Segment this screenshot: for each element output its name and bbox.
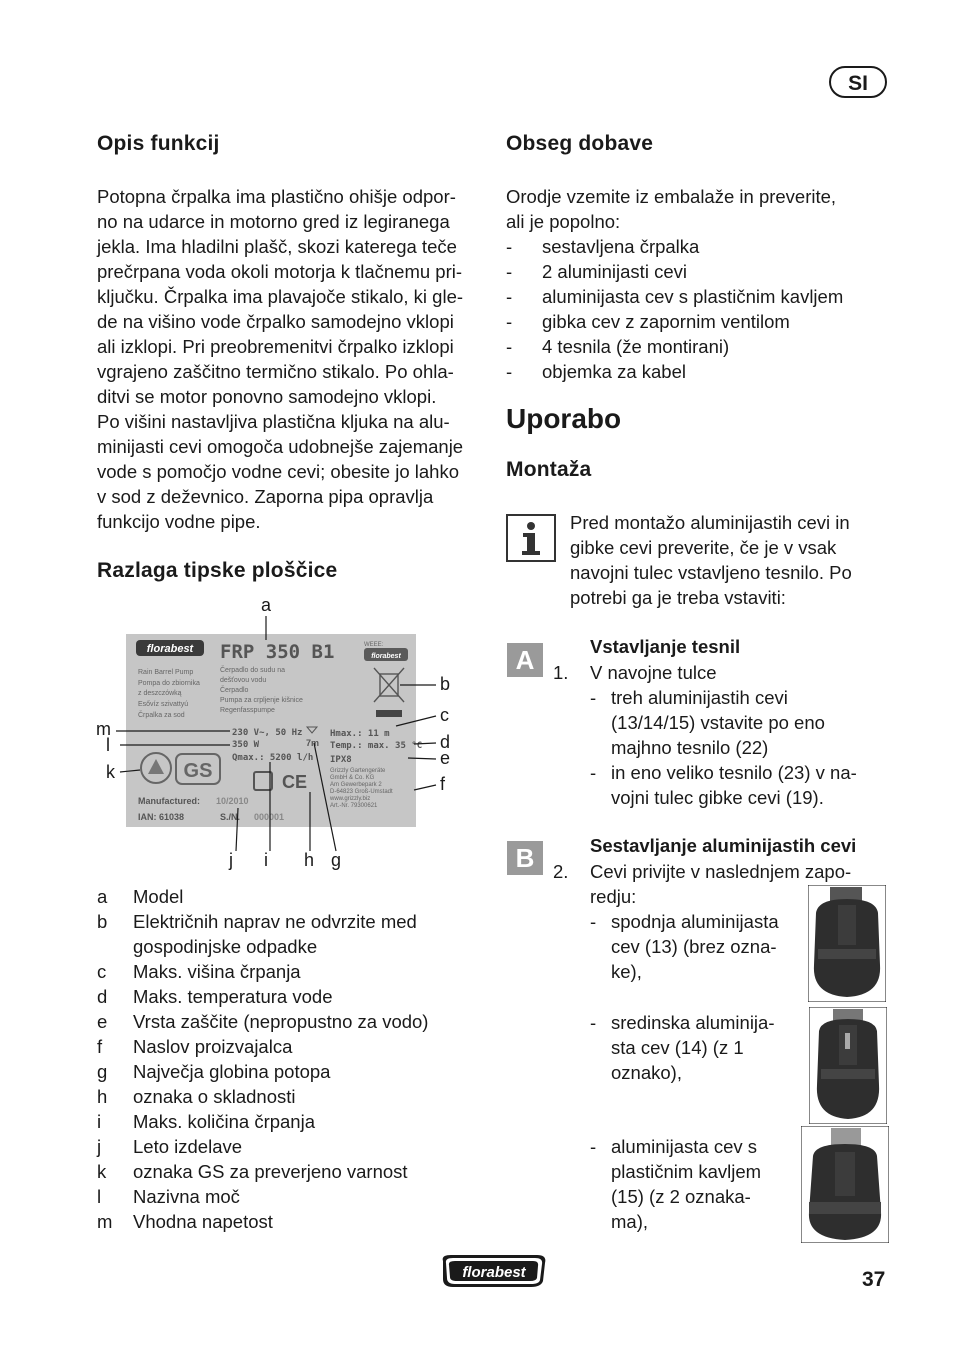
pipe-photo-15 — [801, 1126, 889, 1243]
svg-text:Pompa do zbiornika: Pompa do zbiornika — [138, 680, 200, 687]
step-b-item: aluminijasta cev s plastičnim kavljem (15) (z 2 oznaka- ma), — [611, 1136, 762, 1232]
info-text: Pred montažo aluminijastih cevi in gibke cevi preverite, če je v vsak navojni tulec vstavljeno tesnilo. Po potrebi ga je treba vstaviti: — [570, 512, 852, 608]
svg-text:Qmax.: 5200 l/h: Qmax.: 5200 l/h — [232, 753, 314, 763]
dash: - — [590, 911, 597, 932]
step-a-item: in eno veliko tesnilo (23) v na- vojni tulec gibke cevi (19). — [611, 762, 857, 808]
section-title-opis: Opis funkcij — [97, 132, 220, 155]
plate-model: FRP 350 B1 — [220, 641, 335, 663]
svg-text:S./N.: S./N. — [220, 812, 241, 822]
step-b-title: Sestavljanje aluminijastih cevi — [590, 835, 857, 856]
svg-text:350 W: 350 W — [232, 740, 260, 750]
svg-text:7m: 7m — [306, 738, 320, 748]
text-line: vgrajeno zaščitno termično stikalo. Po ohla- — [97, 361, 454, 382]
obseg-intro: Orodje vzemite iz embalaže in preverite, ali je popolno: — [506, 186, 837, 232]
svg-text:GS: GS — [183, 760, 213, 782]
svg-text:Am Gewerbepark 2: Am Gewerbepark 2 — [330, 782, 382, 788]
callout-c: c — [440, 705, 449, 725]
plate-brand-text: florabest — [146, 643, 194, 655]
section-title-razlaga: Razlaga tipske ploščice — [97, 559, 338, 582]
svg-text:IAN: 61038: IAN: 61038 — [138, 812, 185, 822]
step-b-item: sredinska aluminija- sta cev (14) (z 1 oznako), — [611, 1012, 775, 1083]
step-b-badge: B — [507, 841, 543, 875]
florabest-logo — [439, 1253, 549, 1289]
step-a-item: treh aluminijastih cevi (13/14/15) vstavite po eno majhno tesnilo (22) — [611, 687, 825, 758]
step-a-text: V navojne tulce — [590, 662, 717, 683]
callout-g: g — [331, 850, 342, 870]
pipe-photo-14 — [809, 1007, 887, 1124]
info-icon — [506, 514, 556, 562]
svg-text:Manufactured:: Manufactured: — [138, 796, 201, 806]
callout-b: b — [440, 674, 451, 694]
svg-text:IPX8: IPX8 — [330, 755, 352, 765]
page-number: 37 — [862, 1268, 886, 1291]
step-b-number: 2. — [553, 861, 569, 882]
callout-h: h — [304, 850, 315, 870]
text-line: minijasti cevi omogoča udobnejše zajemanje — [97, 436, 464, 457]
rating-plate-figure — [96, 596, 466, 876]
dash: - — [590, 1136, 597, 1157]
plate-legend: a Model b Električnih naprav ne odvrzite med gospodinjske odpadke c Maks. višina črpanja d Maks. temperatura vode e Vrsta zaščite (nepropustno za vodo) f Naslov proizvajalca g Največja globina potopa h oznaka o skladnosti i Maks. količina črpanja j Leto izdelave k oznaka GS za preverjeno varnost l Nazivna moč m Vhodna napetost — [97, 886, 429, 1232]
text-line: no na udarce in motorno gred iz legiranega — [97, 211, 450, 232]
callout-a: a — [261, 596, 272, 615]
dash: - — [590, 1012, 597, 1033]
svg-text:Art.-Nr. 79300621: Art.-Nr. 79300621 — [330, 803, 378, 809]
callout-d: d — [440, 732, 451, 752]
dash: - — [590, 762, 597, 783]
svg-text:Čerpadlo do sudu na: Čerpadlo do sudu na — [220, 667, 285, 674]
text-line: jekla. Ima hladilni plašč, skozi katerega teče — [97, 236, 457, 257]
callout-f: f — [440, 774, 446, 794]
language-badge: SI — [829, 66, 887, 98]
opis-paragraph — [97, 184, 497, 534]
svg-text:230 V~, 50 Hz: 230 V~, 50 Hz — [232, 728, 303, 738]
step-b-item: spodnja aluminijasta cev (13) (brez ozna- ke), — [611, 911, 779, 982]
callout-l: l — [106, 735, 110, 755]
text-line: Potopna črpalka ima plastično ohišje odpor- — [97, 186, 456, 207]
callout-e: e — [440, 748, 451, 768]
svg-text:000001: 000001 — [254, 812, 285, 822]
section-title-obseg: Obseg dobave — [506, 132, 654, 155]
svg-text:D-64823 Groß-Umstadt: D-64823 Groß-Umstadt — [330, 789, 393, 795]
step-a-badge: A — [507, 643, 543, 677]
pipe-photo-13 — [808, 885, 886, 1002]
svg-text:z deszczówką: z deszczówką — [138, 690, 182, 697]
callout-i: i — [264, 850, 268, 870]
callout-m: m — [96, 719, 111, 739]
svg-text:Rain Barrel Pump: Rain Barrel Pump — [138, 669, 194, 676]
section-title-montaza: Montaža — [506, 458, 592, 481]
step-a-number: 1. — [553, 662, 569, 683]
svg-text:Pumpa za crpljenje kišnice: Pumpa za crpljenje kišnice — [220, 697, 303, 704]
ce-mark: CE — [282, 772, 308, 792]
plate-weee: WEEE: — [364, 642, 384, 648]
obseg-list: - sestavljena črpalka - 2 aluminijasti cevi - aluminijasta cev s plastičnim kavljem - gibka cev z zapornim ventilom - 4 tesnila (že montirani) - objemka za kabel — [506, 236, 844, 382]
svg-text:Čerpadlo: Čerpadlo — [220, 687, 249, 694]
text-line: ključku. Črpalka ima plavajoče stikalo, ki gle- — [97, 286, 464, 307]
callout-j: j — [229, 850, 233, 870]
svg-text:GmbH & Co. KG: GmbH & Co. KG — [330, 775, 375, 781]
svg-text:florabest: florabest — [371, 653, 401, 660]
step-a-title: Vstavljanje tesnil — [590, 636, 741, 657]
section-title-uporabo: Uporabo — [506, 403, 622, 434]
svg-text:www.grizzly.biz: www.grizzly.biz — [330, 796, 371, 802]
svg-text:Regenfasspumpe: Regenfasspumpe — [220, 707, 275, 714]
text-line: ditvi se motor ponovno samodejno vklopi. — [97, 386, 437, 407]
logo-text: florabest — [462, 1264, 526, 1281]
text-line: prečrpana voda okoli motorja k tlačnemu pri- — [97, 261, 463, 282]
callout-k: k — [106, 762, 115, 782]
svg-text:10/2010: 10/2010 — [216, 796, 249, 806]
svg-text:Črpalka za sod: Črpalka za sod — [138, 712, 185, 719]
dash: - — [590, 687, 597, 708]
text-line: ali izklopi. Pri preobremenitvi črpalko izklopi — [97, 336, 454, 357]
text-line: Po višini nastavljiva plastična kljuka na alu- — [97, 411, 450, 432]
svg-text:Temp.: max. 35 °C: Temp.: max. 35 °C — [330, 741, 423, 751]
text-line: vode s pomočjo vodne cevi; obesite jo lahko — [97, 461, 459, 482]
text-line: de na višino vode črpalko samodejno vklopi — [97, 311, 454, 332]
step-b-text: Cevi privijte v naslednjem zapo- redju: — [590, 861, 852, 907]
svg-text:Hmax.: 11 m: Hmax.: 11 m — [330, 729, 390, 739]
text-line: v sod z deževnico. Zaporna pipa opravlja — [97, 486, 434, 507]
text-line: funkcijo vodne pipe. — [97, 511, 261, 532]
svg-text:Grizzly Gartengeräte: Grizzly Gartengeräte — [330, 768, 386, 774]
svg-text:dešťovou vodu: dešťovou vodu — [220, 677, 267, 684]
svg-text:Esővíz szivattyú: Esővíz szivattyú — [138, 701, 189, 708]
